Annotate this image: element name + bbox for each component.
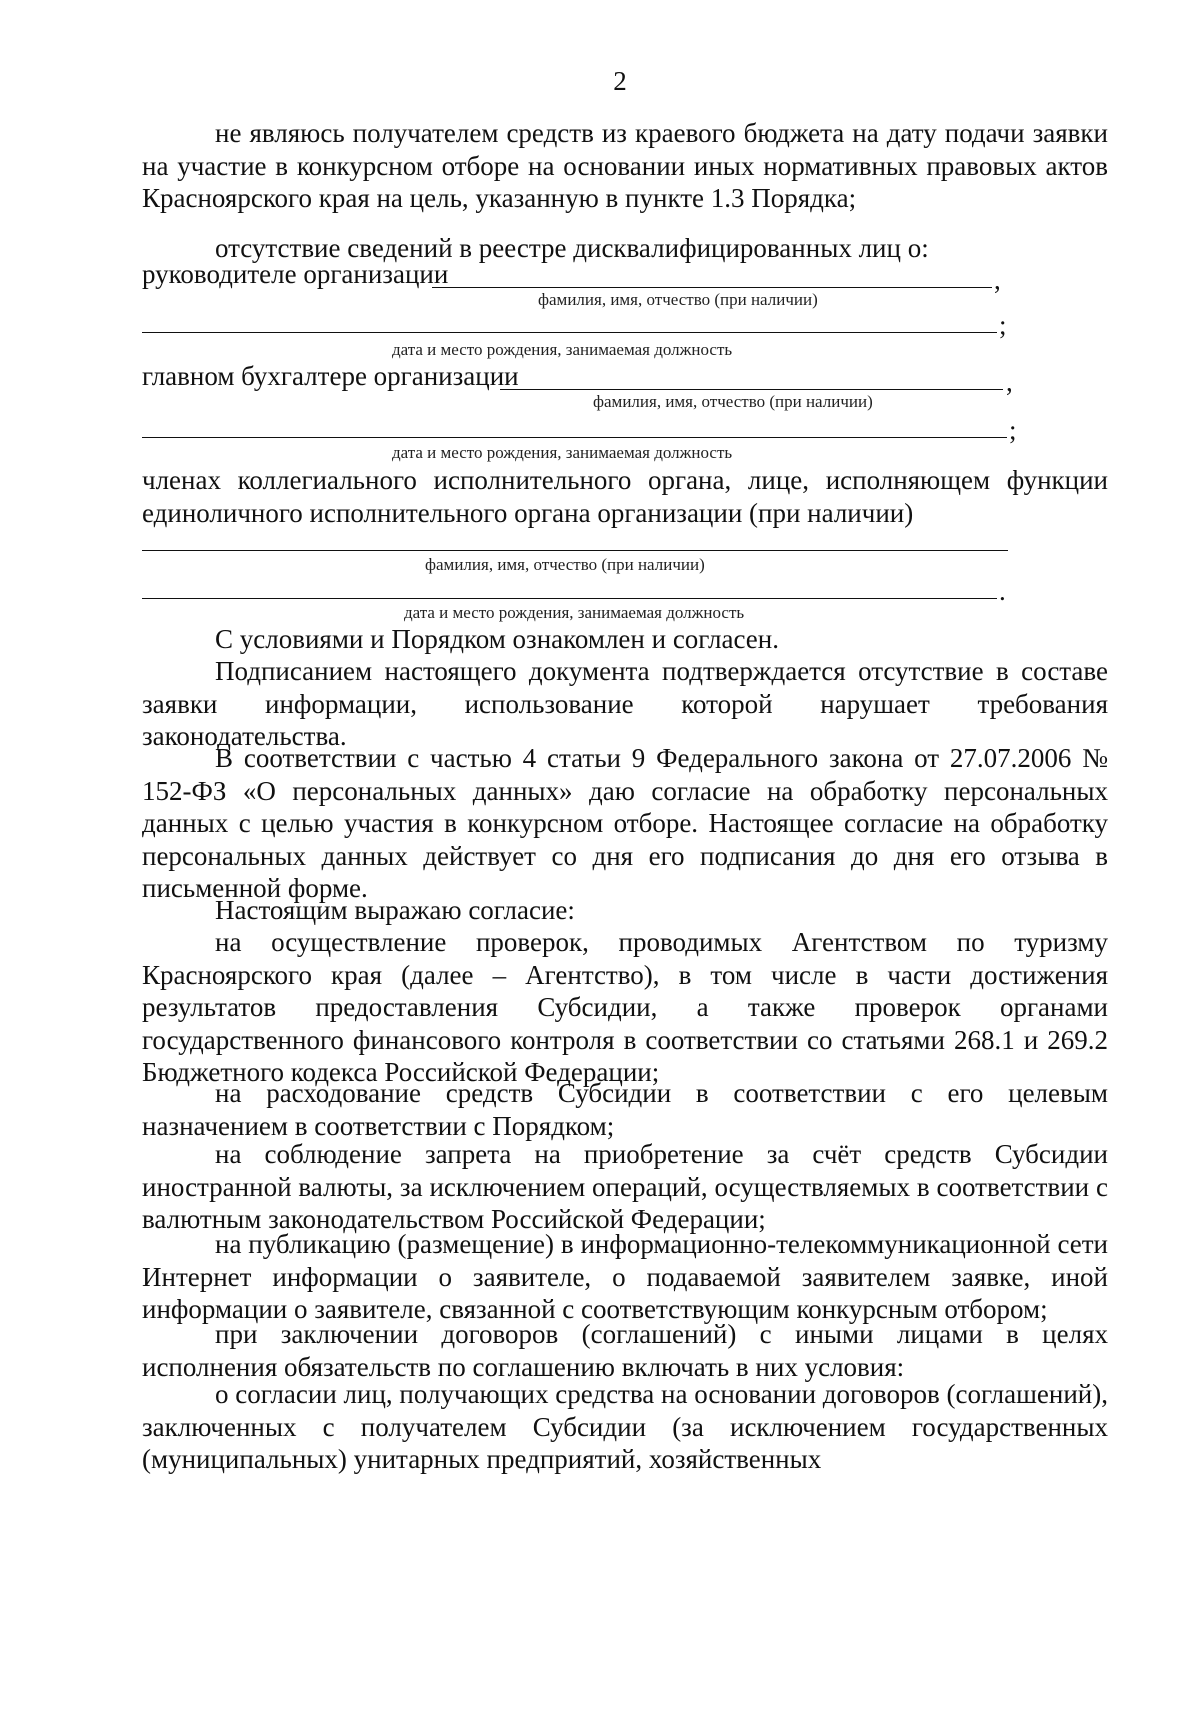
comma-mark: , <box>994 265 1001 295</box>
paragraph-text: на расходование средств Субсидии в соответствии с его целевым назначением в соответствии с Порядком; <box>142 1078 1108 1141</box>
paragraph-publication <box>142 1228 1108 1326</box>
paragraph-text: не являюсь получателем средств из краевого бюджета на дату подачи заявки на участие в конкурсном отборе на основании иных нормативных правовых актов Красноярского края на цель, указанную в пункте 1.3 Порядка; <box>142 118 1108 213</box>
paragraph-signature-confirmation <box>142 655 1108 753</box>
head-of-organization-label: руководителе организации <box>142 259 449 289</box>
semicolon-mark: ; <box>999 310 1007 340</box>
paragraph-text: Настоящим выражаю согласие: <box>215 895 575 925</box>
members-birth-position-field[interactable] <box>142 598 997 599</box>
members-name-field[interactable] <box>142 550 1008 551</box>
paragraph-text: В соответствии с частью 4 статьи 9 Федерального закона от 27.07.2006 № 152-ФЗ «О персональных данных» даю согласие на обработку персональных данных с целью участия в конкурсном отборе. Настоящее согласие на обработку персональных данных действует со дня его подписания до дня его отзыва в письменной форме. <box>142 743 1108 903</box>
accountant-birth-caption: дата и место рождения, занимаемая должность <box>392 443 733 462</box>
paragraph-consent-of-persons <box>142 1378 1108 1476</box>
comma-mark: , <box>1006 367 1013 397</box>
semicolon-mark: ; <box>1009 415 1017 445</box>
paragraph-text: Подписанием настоящего документа подтверждается отсутствие в составе заявки информации, использование которой нарушает требования законодательства. <box>142 656 1108 751</box>
paragraph-text: отсутствие сведений в реестре дисквалифицированных лиц о: <box>215 233 929 263</box>
accountant-name-caption: фамилия, имя, отчество (при наличии) <box>593 392 873 411</box>
members-birth-caption: дата и место рождения, занимаемая должность <box>404 603 745 622</box>
paragraph-text: членах коллегиального исполнительного органа, лице, исполняющем функции единоличного исполнительного органа организации (при наличии) <box>142 465 1108 528</box>
paragraph-currency-ban <box>142 1138 1108 1236</box>
paragraph-conditions-agreed <box>142 623 1108 656</box>
paragraph-text: С условиями и Порядком ознакомлен и согласен. <box>215 624 779 654</box>
page-number: 2 <box>613 66 627 96</box>
head-birth-caption: дата и место рождения, занимаемая должность <box>392 340 733 359</box>
paragraph-text: при заключении договоров (соглашений) с иными лицами в целях исполнения обязательств по соглашению включать в них условия: <box>142 1319 1108 1382</box>
paragraph-personal-data-consent <box>142 742 1108 905</box>
chief-accountant-label: главном бухгалтере организации <box>142 361 519 391</box>
head-birth-position-field[interactable] <box>142 332 997 333</box>
accountant-name-field[interactable] <box>500 389 1003 390</box>
paragraph-contracts <box>142 1318 1108 1383</box>
paragraph-inspections <box>142 926 1108 1089</box>
paragraph-text: на соблюдение запрета на приобретение за счёт средств Субсидии иностранной валюты, за исключением операций, осуществляемых в соответствии с валютным законодательством Российской Федерации; <box>142 1139 1108 1234</box>
paragraph-text: на публикацию (размещение) в информационно-телекоммуникационной сети Интернет информации о заявителе, о подаваемой заявителем заявке, иной информации о заявителе, связанной с соответствующим конкурсным отбором; <box>142 1229 1108 1324</box>
head-name-field[interactable] <box>432 287 992 288</box>
members-name-caption: фамилия, имя, отчество (при наличии) <box>425 555 705 574</box>
paragraph-text: о согласии лиц, получающих средства на основании договоров (соглашений), заключенных с получателем Субсидии (за исключением государственных (муниципальных) унитарных предприятий, хозяйственных <box>142 1379 1108 1474</box>
period-mark: . <box>999 576 1006 606</box>
paragraph-not-recipient <box>142 117 1108 215</box>
paragraph-text: на осуществление проверок, проводимых Агентством по туризму Красноярского края (далее – Агентство), в том числе в части достижения результатов предоставления Субсидии, а также проверок органами государственного финансового контроля в соответствии со статьями 268.1 и 269.2 Бюджетного кодекса Российской Федерации; <box>142 927 1108 1087</box>
accountant-birth-position-field[interactable] <box>142 437 1007 438</box>
head-name-caption: фамилия, имя, отчество (при наличии) <box>538 290 818 309</box>
paragraph-spending <box>142 1077 1108 1142</box>
paragraph-hereby-consent <box>142 894 1108 927</box>
paragraph-collegial-body <box>142 464 1108 529</box>
